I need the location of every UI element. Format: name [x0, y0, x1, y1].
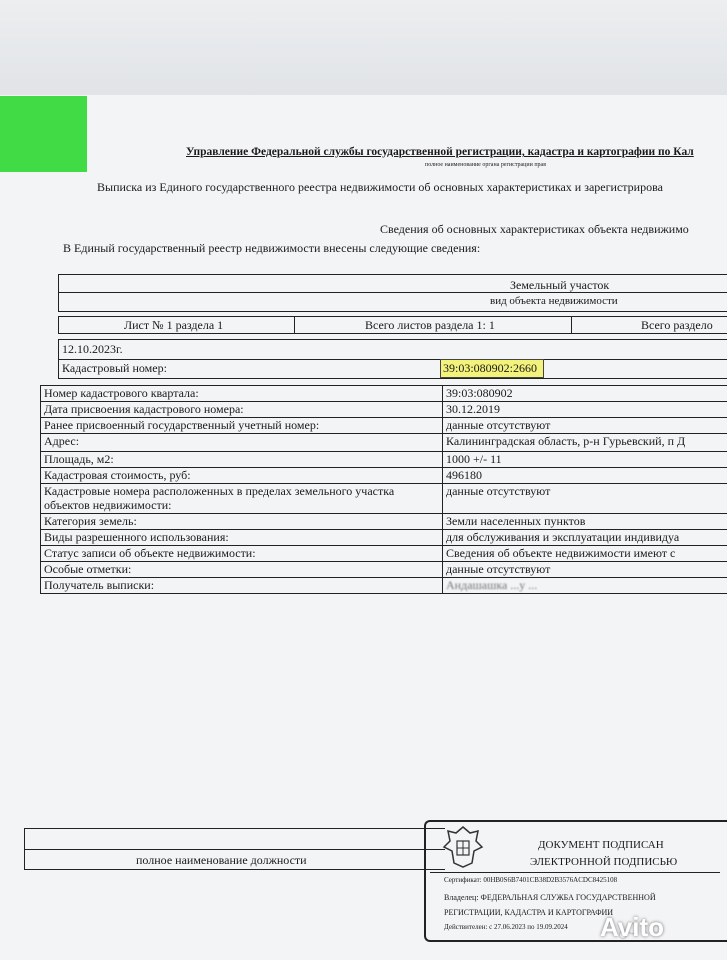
object-type-caption: вид объекта недвижимости	[490, 295, 618, 307]
table-row	[41, 402, 727, 418]
row-label: Виды разрешенного использования:	[41, 530, 443, 546]
table-row	[41, 530, 727, 546]
authority-name: Управление Федеральной службы государственной регистрации, кадастра и картографии по Кал	[186, 146, 694, 158]
row-label: Номер кадастрового квартала:	[41, 386, 443, 402]
row-label: Дата присвоения кадастрового номера:	[41, 402, 443, 418]
table-row	[41, 452, 727, 468]
divider	[294, 317, 295, 333]
row-label: Кадастровая стоимость, руб:	[41, 468, 443, 484]
object-type-box	[58, 274, 727, 312]
row-value: 1000 +/- 11	[443, 452, 727, 468]
row-value: Сведения об объекте недвижимости имеют с	[443, 546, 727, 562]
section-title: Сведения об основных характеристиках объекта недвижимо	[380, 222, 689, 236]
table-row	[41, 434, 727, 452]
authority-caption: полное наименование органа регистрации прав	[425, 162, 547, 168]
table-row	[41, 546, 727, 562]
table-row	[41, 578, 727, 594]
row-value: Калининградская область, р-н Гурьевский, п Д	[443, 434, 727, 452]
total-sections: Всего раздело	[641, 318, 713, 332]
green-sticker	[0, 96, 87, 172]
row-value: 30.12.2019	[443, 402, 727, 418]
table-row	[41, 514, 727, 530]
cadastral-number-value: 39:03:080902:2660	[440, 359, 544, 378]
row-label: Особые отметки:	[41, 562, 443, 578]
signed-line2: ЭЛЕКТРОННОЙ ПОДПИСЬЮ	[530, 856, 678, 868]
row-label: Ранее присвоенный государственный учетный номер:	[41, 418, 443, 434]
row-label: Получатель выписки:	[41, 578, 443, 594]
row-value: 496180	[443, 468, 727, 484]
property-details-table	[40, 385, 727, 594]
table-row	[41, 386, 727, 402]
object-type: Земельный участок	[510, 278, 610, 292]
cadastral-number-label: Кадастровый номер:	[62, 361, 167, 375]
certificate-owner: Владелец: ФЕДЕРАЛЬНАЯ СЛУЖБА ГОСУДАРСТВЕННОЙ	[444, 893, 656, 902]
state-emblem-icon	[440, 823, 486, 871]
row-value: Земли населенных пунктов	[443, 514, 727, 530]
avito-watermark: Avito	[600, 912, 665, 942]
row-value: данные отсутствуют	[443, 484, 727, 514]
total-sheets: Всего листов раздела 1: 1	[365, 318, 495, 332]
row-label: Статус записи об объекте недвижимости:	[41, 546, 443, 562]
row-value-redacted: Андашашка ...у ...	[443, 578, 727, 594]
row-value: 39:03:080902	[443, 386, 727, 402]
signed-line1: ДОКУМЕНТ ПОДПИСАН	[538, 839, 664, 851]
extract-title: Выписка из Единого государственного реестра недвижимости об основных характеристиках и зарегистрирова	[97, 180, 663, 194]
position-caption: полное наименование должности	[136, 853, 307, 867]
row-value: данные отсутствуют	[443, 562, 727, 578]
certificate-number: Сертификат: 00HB0S6B7401CB38D2B3576ACDC8425108	[444, 876, 618, 884]
table-row	[41, 468, 727, 484]
table-row	[41, 484, 727, 514]
row-label: Адрес:	[41, 434, 443, 452]
divider	[25, 849, 445, 850]
background-surface	[0, 0, 727, 110]
intro-text: В Единый государственный реестр недвижимости внесены следующие сведения:	[63, 241, 481, 255]
row-value: данные отсутствуют	[443, 418, 727, 434]
table-row	[41, 562, 727, 578]
divider	[430, 872, 720, 873]
certificate-owner-cont: РЕГИСТРАЦИИ, КАДАСТРА И КАРТОГРАФИИ	[444, 908, 614, 917]
record-date: 12.10.2023г.	[62, 342, 123, 356]
divider	[59, 292, 727, 293]
row-label: Площадь, м2:	[41, 452, 443, 468]
table-row	[41, 418, 727, 434]
row-value: для обслуживания и эксплуатации индивидуа	[443, 530, 727, 546]
row-label: Кадастровые номера расположенных в пределах земельного участка объектов недвижимости:	[41, 484, 443, 514]
sheet-number: Лист № 1 раздела 1	[124, 318, 224, 332]
divider	[571, 317, 572, 333]
row-label: Категория земель:	[41, 514, 443, 530]
divider	[59, 359, 727, 360]
certificate-validity: Действителен: с 27.06.2023 по 19.09.2024	[444, 923, 568, 931]
